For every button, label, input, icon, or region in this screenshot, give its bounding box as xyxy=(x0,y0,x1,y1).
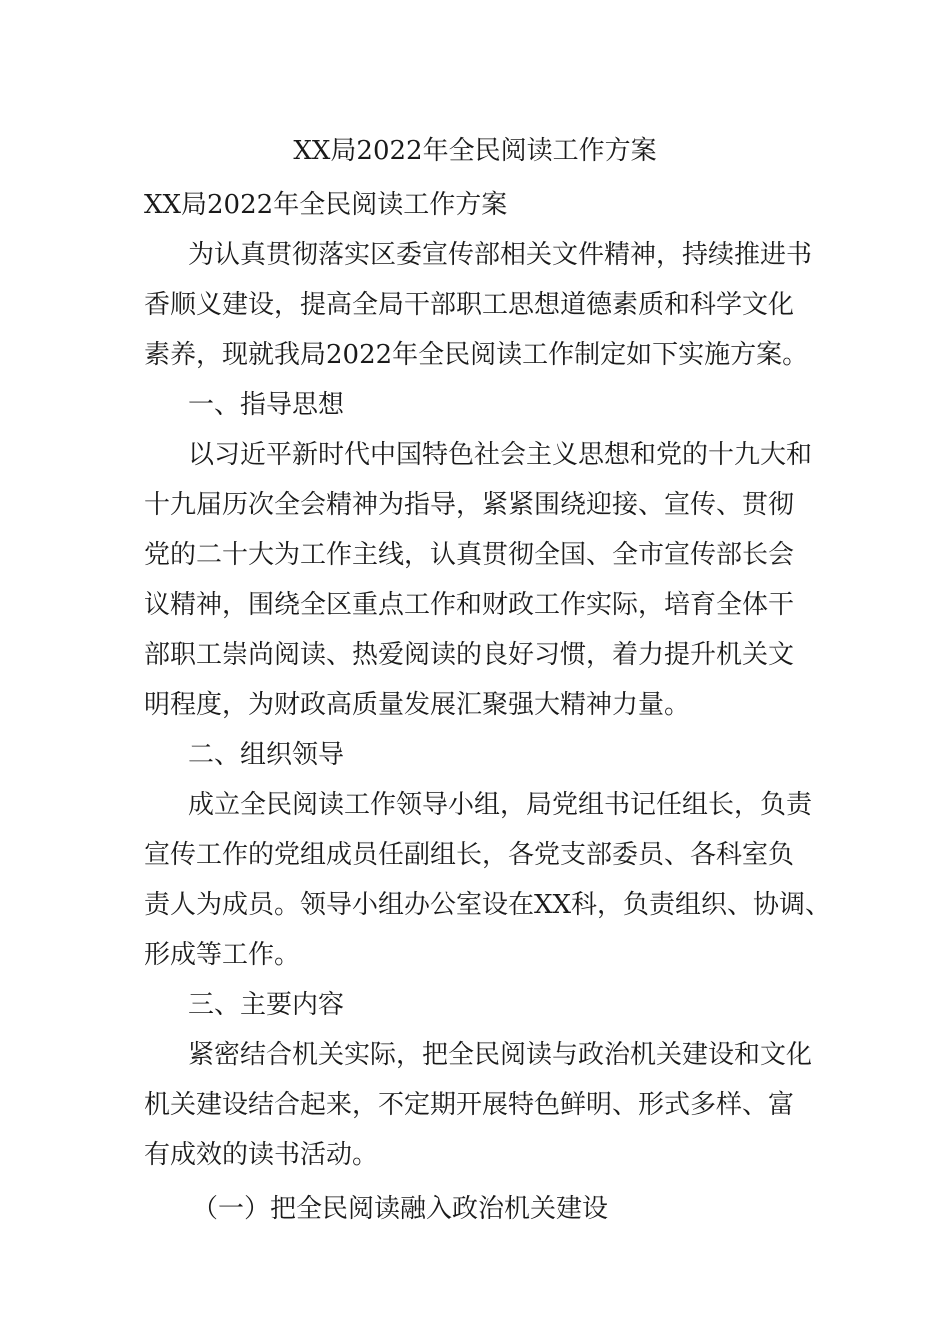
document-title: XX局2022年全民阅读工作方案 xyxy=(293,136,657,166)
main-content-paragraph-line: 机关建设结合起来，不定期开展特色鲜明、形式多样、富 xyxy=(144,1090,795,1120)
main-content-paragraph-line: 紧密结合机关实际，把全民阅读与政治机关建设和文化 xyxy=(188,1040,813,1070)
organization-paragraph-line: 宣传工作的党组成员任副组长，各党支部委员、各科室负 xyxy=(144,840,795,870)
guiding-ideology-paragraph-line: 十九届历次全会精神为指导，紧紧围绕迎接、宣传、贯彻 xyxy=(144,490,795,520)
guiding-ideology-paragraph-line: 以习近平新时代中国特色社会主义思想和党的十九大和 xyxy=(188,440,813,470)
document-body xyxy=(144,180,832,1234)
organization-paragraph-line: 责人为成员。领导小组办公室设在XX科，负责组织、协调、 xyxy=(144,890,832,920)
main-content-paragraph-line: 有成效的读书活动。 xyxy=(144,1140,379,1170)
section-heading-organization: 二、组织领导 xyxy=(188,740,345,770)
guiding-ideology-paragraph-line: 明程度，为财政高质量发展汇聚强大精神力量。 xyxy=(144,690,691,720)
guiding-ideology-paragraph-line: 部职工崇尚阅读、热爱阅读的良好习惯，着力提升机关文 xyxy=(144,640,795,670)
section-heading-main-content: 三、主要内容 xyxy=(188,990,345,1020)
organization-paragraph-line: 成立全民阅读工作领导小组，局党组书记任组长，负责 xyxy=(188,790,813,820)
guiding-ideology-paragraph-line: 议精神，围绕全区重点工作和财政工作实际，培育全体干 xyxy=(144,590,795,620)
intro-paragraph-line: 素养，现就我局2022年全民阅读工作制定如下实施方案。 xyxy=(144,340,809,370)
subsection-heading-political-construction: （一）把全民阅读融入政治机关建设 xyxy=(192,1194,609,1224)
section-heading-guiding-ideology: 一、指导思想 xyxy=(188,390,345,420)
organization-paragraph-line: 形成等工作。 xyxy=(144,940,301,970)
intro-paragraph-line: 香顺义建设，提高全局干部职工思想道德素质和科学文化 xyxy=(144,290,795,320)
repeated-title-line: XX局2022年全民阅读工作方案 xyxy=(144,190,508,220)
guiding-ideology-paragraph-line: 党的二十大为工作主线，认真贯彻全国、全市宣传部长会 xyxy=(144,540,795,570)
intro-paragraph-line: 为认真贯彻落实区委宣传部相关文件精神，持续推进书 xyxy=(188,240,813,270)
